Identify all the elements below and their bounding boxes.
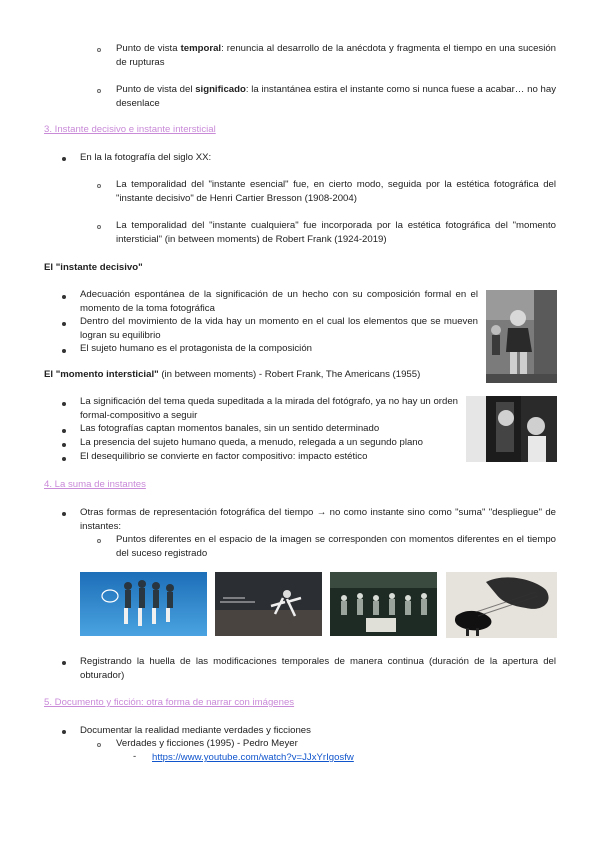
dash-bullet: - xyxy=(133,751,137,762)
sub-bullet xyxy=(97,743,101,747)
bullet xyxy=(62,402,66,406)
photo-dancers xyxy=(330,572,437,636)
list-item: Puntos diferentes en el espacio de la imagen se corresponden con momentos diferentes en el tiempo del suceso registrado xyxy=(116,534,556,559)
photo-tennis xyxy=(80,572,207,636)
bullet xyxy=(62,157,66,161)
robert-frank-photo xyxy=(466,396,557,462)
subsection-title: El "momento intersticial" (in between moments) - Robert Frank, The Americans (1955) xyxy=(44,369,421,380)
bullet xyxy=(62,429,66,433)
bullet xyxy=(62,730,66,734)
list-item: Otras formas de representación fotográfica del tiempo → no como instante sino como "suma" "despliegue" de instantes: xyxy=(80,507,556,532)
bullet xyxy=(62,443,66,447)
bullet xyxy=(62,457,66,461)
photo-runner xyxy=(215,572,322,636)
list-item: Adecuación espontánea de la significación de un hecho con su composición formal en el momento de la toma fotográfica xyxy=(80,289,478,314)
list-item: El sujeto humano es el protagonista de la composición xyxy=(80,343,312,354)
list-item: El desequilibrio se convierte en factor compositivo: impacto estético xyxy=(80,451,368,462)
list-item: Documentar la realidad mediante verdades y ficciones xyxy=(80,725,311,736)
list-item: Verdades y ficciones (1995) - Pedro Meyer xyxy=(116,738,298,749)
list-item: Dentro del movimiento de la vida hay un momento en el cual los elementos que se mueven logran su equilibrio xyxy=(80,316,478,341)
sub-bullet xyxy=(97,225,101,229)
section-heading-3: 3. Instante decisivo e instante intersticial xyxy=(44,124,216,135)
bullet xyxy=(62,322,66,326)
subsection-title: El "instante decisivo" xyxy=(44,262,143,273)
section-heading-5: 5. Documento y ficción: otra forma de narrar con imágenes xyxy=(44,697,295,708)
bullet xyxy=(62,661,66,665)
cartier-bresson-photo xyxy=(486,290,557,383)
section-heading-4: 4. La suma de instantes xyxy=(44,479,146,490)
sub-bullet xyxy=(97,184,101,188)
list-item: Las fotografías captan momentos banales, sin un sentido determinado xyxy=(80,423,380,434)
bullet xyxy=(62,295,66,299)
list-item: La temporalidad del "instante esencial" fue, en cierto modo, seguida por la estética fotográfica del "instante decisivo" de Henri Cartier Bresson (1908-2004) xyxy=(116,179,556,204)
list-item: Registrando la huella de las modificaciones temporales de manera continua (duración de la apertura del obturador) xyxy=(80,656,556,681)
list-item: Punto de vista temporal: renuncia al desarrollo de la anécdota y fragmenta el tiempo en una sucesión de rupturas xyxy=(116,43,557,68)
sub-bullet xyxy=(97,48,101,52)
sub-bullet xyxy=(97,539,101,543)
list-item: La temporalidad del "instante cualquiera" fue incorporada por la estética fotográfica del "momento intersticial" (in between moments) de Robert Frank (1924-2019) xyxy=(116,220,556,245)
photo-dog-leash xyxy=(446,572,557,638)
list-item: La significación del tema queda supeditada a la mirada del fotógrafo, ya no hay un orden formal-compositivo a seguir xyxy=(80,396,458,421)
list-item: En la la fotografía del siglo XX: xyxy=(80,152,212,163)
list-item: La presencia del sujeto humano queda, a menudo, relegada a un segundo plano xyxy=(80,437,423,448)
bullet xyxy=(62,512,66,516)
bullet xyxy=(62,349,66,353)
list-item: Punto de vista del significado: la instantánea estira el instante como si nunca fuese a acabar… no hay desenlace xyxy=(116,84,556,109)
youtube-link[interactable]: https://www.youtube.com/watch?v=JJxYrIgosfw xyxy=(152,752,354,763)
sub-bullet xyxy=(97,89,101,93)
